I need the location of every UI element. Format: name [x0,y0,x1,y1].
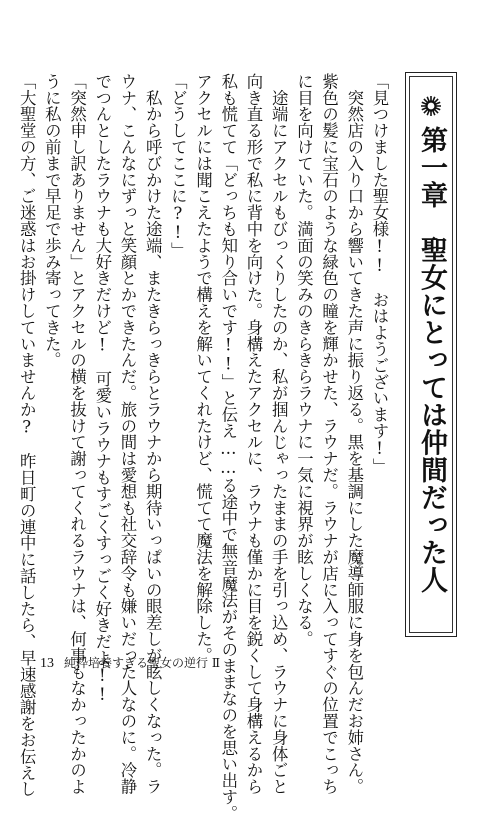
body-line: 「見つけました聖女様!! おはようございます!」 [370,73,389,475]
chapter-title: 第一章 聖女にとっては仲間だった人 [416,126,447,594]
body-line: でつんとしたラウナも大好きだけど! 可愛いラウナもすごくすっごく好きだよ!! [92,73,112,704]
body-line: 「突然申し訳ありません」とアクセルの横を抜けて謝ってくれるラウナは、何事もなかったかのよ [67,73,87,795]
body-line: 向き直る形で私に背中を向けた。身構えたアクセルに、ラウナも僅かに目を鋭くして身構えるから [243,73,263,795]
running-title: 純粋培養すぎる聖女の逆行 Ⅱ [64,656,220,670]
body-line: 「どうしてここに?!」 [168,73,188,259]
page-number: 13 [40,656,54,671]
body-line: 「大聖堂の方、ご迷惑はお掛けしていませんか? 昨日町の連中に話したら、早速感謝をお伝えし [17,73,37,798]
page-footer [40,654,220,672]
body-line: 突然店の入り口から響いてきた声に振り返る。黒を基調にした魔導師服に身を包んだお姉さん。 [344,73,364,795]
sun-ornament-icon [420,95,442,117]
body-line: 紫色の髪に宝石のような緑色の瞳を輝かせた、ラウナだ。ラウナが店に入ってすぐの位置でこっち [319,73,339,795]
body-line: に目を向けていた。満面の笑みのきらきらラウナに一気に視界が眩しくなる。 [294,73,314,647]
body-line: アクセルには聞こえたようで構えを解いてくれたけど、慌てて魔法を解除した。 [193,73,213,664]
body-line: 私も慌てて「どっちも知り合いです!!」と伝え……る途中で無音魔法がそのままなのを思い出す。 [218,73,238,821]
body-line: うに私の前まで早足で歩み寄ってきた。 [42,73,62,369]
body-line: ウナ、こんなにずっと笑顔とかできたんだ。旅の間は愛想も社交辞令も嫌いだった人なのに。冷静 [117,73,137,795]
body-line: 途端にアクセルもびっくりしたのか、私が掴んじゃったままの手を引っ込め、ラウナに身体ごと [269,73,289,795]
body-line: 私から呼びかけた途端、またきらっきらとラウナから期待いっぱいの眼差しが眩しくなった。ラ [143,73,163,795]
